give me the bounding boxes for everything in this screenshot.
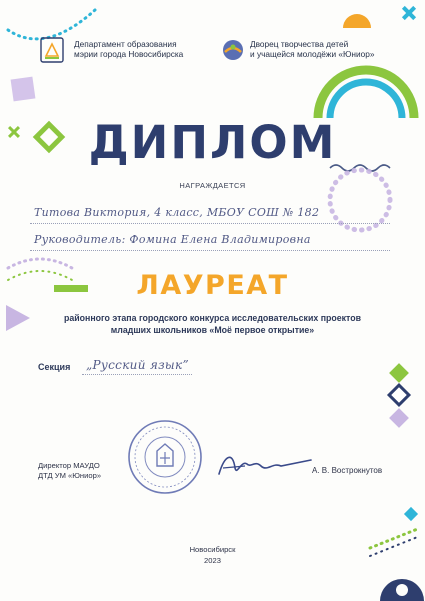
- section-value: „Русский язык”: [86, 358, 189, 372]
- director-role-line-2: ДТД УМ «Юниор»: [38, 471, 102, 480]
- department-line-1: Департамент образования: [74, 39, 177, 49]
- department-line-2: мэрии города Новосибирска: [74, 49, 184, 59]
- junior-logo-icon: [221, 38, 245, 62]
- dotted-arc-left-1: [8, 259, 72, 268]
- section-underline: [82, 374, 192, 375]
- cyan-arc-right: [330, 82, 402, 118]
- official-stamp-icon: [126, 418, 204, 496]
- white-dot-bottom: [396, 584, 408, 596]
- description-line-1: районного этапа городского конкурса исследовательских проектов: [63, 313, 362, 323]
- footer-city: Новосибирск: [189, 545, 236, 554]
- lavender-square: [11, 77, 36, 102]
- palace-line-1: Дворец творчества детей: [250, 39, 349, 49]
- department-name: [74, 39, 183, 59]
- supervisor-underline: [30, 250, 390, 251]
- plus-icon-top-right: [398, 2, 421, 25]
- orange-semicircle-top: [343, 14, 371, 28]
- director-name: А. В. Вострокнутов: [312, 466, 383, 475]
- palace-line-2: и учащейся молодёжи «Юниор»: [250, 49, 375, 59]
- section-label: Секция: [38, 362, 71, 372]
- lavender-diamond-3: [389, 408, 409, 428]
- supervisor-text: Руководитель: Фомина Елена Владимировна: [34, 233, 311, 246]
- awarded-label: НАГРАЖДАЕТСЯ: [179, 181, 246, 190]
- award-title: ЛАУРЕАТ: [136, 270, 289, 301]
- recipient-text: Титова Виктория, 4 класс, МБОУ СОШ № 182: [34, 206, 320, 219]
- description-line-2: младших школьников «Моё первое открытие»: [110, 325, 315, 335]
- city-coat-icon: [38, 36, 66, 64]
- director-role: [38, 461, 101, 481]
- award-description: [0, 312, 425, 336]
- director-role-line-1: Директор МАУДО: [38, 461, 100, 470]
- dotted-circle-right: [330, 170, 390, 230]
- handwritten-signature: [215, 446, 315, 482]
- recipient-underline: [30, 223, 390, 224]
- cyan-square-bottom-right: [404, 507, 418, 521]
- navy-diamond-2: [389, 385, 409, 405]
- diploma-title: ДИПЛОМ: [88, 116, 337, 169]
- palace-name: [250, 39, 374, 59]
- footer-year: 2023: [204, 556, 221, 565]
- green-diamond-1: [389, 363, 409, 383]
- dotted-arc-top-left: [8, 10, 95, 39]
